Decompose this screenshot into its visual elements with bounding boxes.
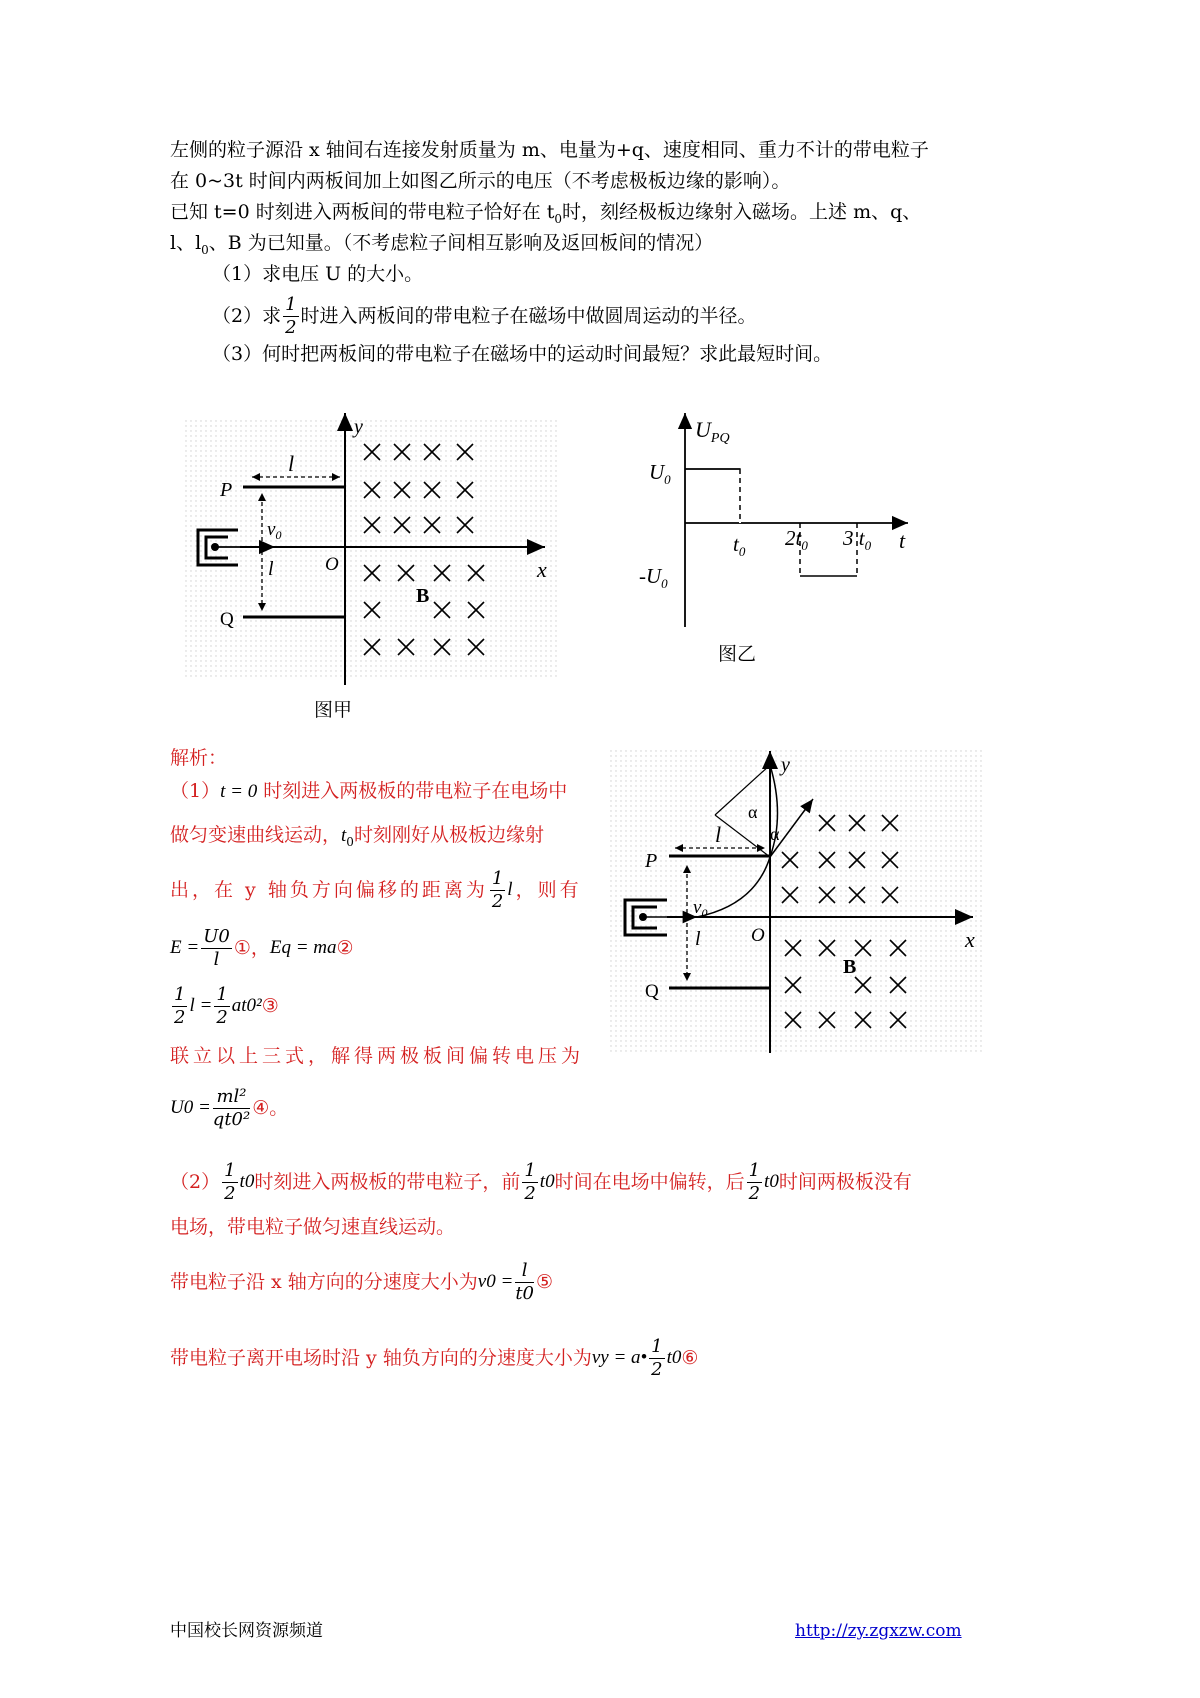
sol-length-l-top: l — [715, 822, 722, 847]
solution-line-4: 联立以上三式，解得两极板间偏转电压为 — [170, 1045, 585, 1067]
y-axis-label: y — [354, 416, 363, 438]
problem-line-1: 左侧的粒子源沿 x 轴间右连接发射质量为 m、电量为+q、速度相同、重力不计的带电粒子 — [170, 139, 929, 161]
length-l-side: l — [268, 558, 274, 580]
t-axis-label: t — [899, 528, 906, 553]
footer-url[interactable]: http://zy.zgxzw.com — [795, 1621, 962, 1641]
equation-1-2: E = $\frac{U0}{l}$ ①， Eq = ma ② — [170, 925, 354, 970]
question-3: （3）何时把两板间的带电粒子在磁场中的运动时间最短？求此最短时间。 — [212, 343, 833, 365]
origin-label: O — [325, 554, 339, 575]
length-l-top: l — [288, 451, 295, 476]
sol-length-l-side: l — [695, 928, 701, 950]
x-axis-label: x — [537, 557, 547, 582]
velocity-label: $v_0$ — [267, 519, 282, 542]
tick-3t0: 3 $t_0$ — [843, 526, 872, 553]
sol-x-axis-label: x — [965, 927, 975, 952]
sol-field-b-label: B — [843, 956, 857, 978]
part-2-line-2: 电场，带电粒子做匀速直线运动。 — [170, 1216, 456, 1238]
angle-alpha-1: α — [748, 802, 758, 822]
footer-left: 中国校长网资源频道 — [170, 1621, 323, 1641]
u-axis-label: $U_{PQ}$ — [695, 417, 730, 446]
question-2: （2）求 $\frac{1}{2}$ 时进入两板间的带电粒子在磁场中做圆周运动的半径。 — [212, 293, 757, 338]
solution-line-1: （1）t = 0 时刻进入两极板的带电粒子在电场中 — [170, 780, 568, 802]
problem-line-3: 已知 t=0 时刻进入两板间的带电粒子恰好在 $t_0$时，刻经极板边缘射入磁场。上述 m、q、 — [170, 201, 922, 226]
equation-3: $\frac{1}{2}$ l = $\frac{1}{2}$ at0² ③ — [174, 983, 279, 1028]
sol-origin-label: O — [751, 925, 765, 946]
u0-label: $U_0$ — [649, 460, 671, 487]
figure-jia-caption: 图甲 — [314, 699, 353, 721]
question-1: （1）求电压 U 的大小。 — [212, 263, 424, 285]
sol-y-axis-label: y — [781, 754, 790, 776]
tick-t0: $t_0$ — [733, 532, 746, 559]
sol-velocity-label: $v_0$ — [693, 897, 708, 920]
figure-jia — [180, 405, 580, 690]
field-b-label: B — [416, 585, 430, 607]
sol-plate-p-label: P — [645, 850, 658, 872]
figure-yi — [625, 405, 925, 635]
part-2-line-3: 带电粒子沿 x 轴方向的分速度大小为 v0 = $\frac{l}{t0}$ ⑤ — [170, 1259, 554, 1304]
neg-u0-label: $-U_0$ — [639, 564, 668, 591]
problem-line-4: l、$l_0$、B 为已知量。（不考虑粒子间相互影响及返回板间的情况） — [170, 232, 714, 257]
footer-link[interactable] — [795, 1618, 962, 1644]
part-2-line-4: 带电粒子离开电场时沿 y 轴负方向的分速度大小为 vy = a• $\frac{1}{2}$ t0 ⑥ — [170, 1335, 699, 1380]
sol-plate-q-label: Q — [645, 981, 659, 1002]
part-2-line-1: （2） $\frac{1}{2}$ t0 时刻进入两极板的带电粒子，前 $\frac{1}{2}$ t0 时间在电场中偏转，后 $\frac{1}{2}$ t0 时间两极板没有 — [170, 1159, 912, 1204]
angle-alpha-2: α — [770, 824, 780, 844]
problem-line-2: 在 0~3t 时间内两板间加上如图乙所示的电压（不考虑极板边缘的影响）。 — [170, 170, 791, 192]
solution-line-2: 做匀变速曲线运动，$t_0$时刻刚好从极板边缘射 — [170, 824, 544, 849]
solution-title: 解析： — [170, 747, 228, 769]
figure-solution — [605, 745, 985, 1055]
plate-p-label: P — [220, 479, 233, 501]
solution-line-3: 出，在 y 轴负方向偏移的距离为 $\frac{1}{2}$ l ，则有 — [170, 867, 582, 912]
figure-yi-caption: 图乙 — [718, 643, 757, 665]
plate-q-label: Q — [220, 609, 234, 630]
equation-4: U0 = $\frac{\text{ml²}}{\text{qt0²}}$ ④。 — [170, 1085, 289, 1130]
tick-2t0: $2t_0$ — [785, 526, 808, 553]
